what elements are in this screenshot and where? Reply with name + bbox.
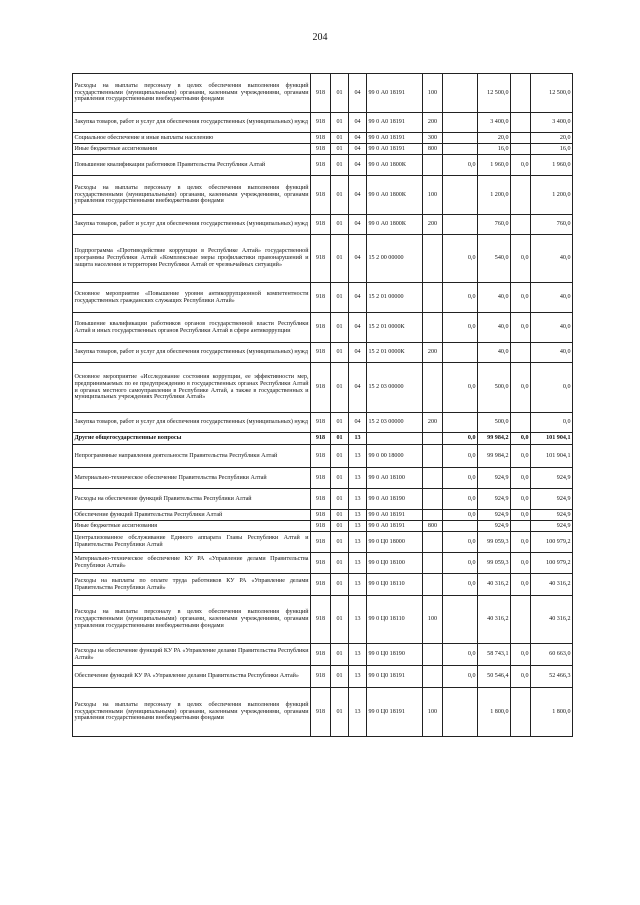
table-row	[73, 363, 573, 413]
table-row	[73, 215, 573, 235]
expense-type	[423, 433, 443, 445]
amount-col4: 1 800,0	[531, 688, 573, 737]
target-article: 99 0 А0 18191	[367, 144, 423, 155]
amount-col1	[443, 176, 478, 215]
target-article: 99 0 Ц0 18110	[367, 596, 423, 644]
amount-col2: 99 059,3	[478, 553, 511, 574]
expense-type: 800	[423, 144, 443, 155]
target-article: 15 2 03 00000	[367, 413, 423, 433]
subsection-code: 13	[349, 666, 367, 688]
expense-type	[423, 510, 443, 521]
expense-type	[423, 445, 443, 468]
amount-col3: 0,0	[511, 553, 531, 574]
amount-col3: 0,0	[511, 532, 531, 553]
table-row	[73, 596, 573, 644]
amount-col1: 0,0	[443, 155, 478, 176]
amount-col3	[511, 521, 531, 532]
amount-col4: 924,9	[531, 510, 573, 521]
ministry-code: 918	[311, 113, 331, 133]
amount-col3	[511, 215, 531, 235]
row-name: Расходы на выплаты персоналу в целях обеспечения выполнения функций государственными (муниципальными) органами, казенными учреждениями, органами управления государственными внебюджетными фондами	[73, 596, 311, 644]
subsection-code: 04	[349, 133, 367, 144]
amount-col2: 20,0	[478, 133, 511, 144]
ministry-code: 918	[311, 433, 331, 445]
ministry-code: 918	[311, 235, 331, 283]
amount-col1	[443, 113, 478, 133]
table-row	[73, 74, 573, 113]
row-name: Повышение квалификации работников Правительства Республики Алтай	[73, 155, 311, 176]
subsection-code: 04	[349, 215, 367, 235]
expense-type	[423, 363, 443, 413]
table-row	[73, 176, 573, 215]
ministry-code: 918	[311, 74, 331, 113]
amount-col1: 0,0	[443, 666, 478, 688]
subsection-code: 04	[349, 155, 367, 176]
amount-col4: 924,9	[531, 489, 573, 510]
section-code: 01	[331, 133, 349, 144]
section-code: 01	[331, 155, 349, 176]
section-code: 01	[331, 215, 349, 235]
target-article: 99 0 А0 18100	[367, 468, 423, 489]
row-name: Закупка товаров, работ и услуг для обеспечения государственных (муниципальных) нужд	[73, 113, 311, 133]
row-name: Другие общегосударственные вопросы	[73, 433, 311, 445]
subsection-code: 13	[349, 521, 367, 532]
amount-col3: 0,0	[511, 155, 531, 176]
subsection-code: 13	[349, 532, 367, 553]
amount-col1: 0,0	[443, 283, 478, 313]
target-article: 99 0 А0 18191	[367, 74, 423, 113]
amount-col2: 1 960,0	[478, 155, 511, 176]
subsection-code: 13	[349, 510, 367, 521]
expense-type: 200	[423, 215, 443, 235]
amount-col4: 16,0	[531, 144, 573, 155]
amount-col1	[443, 74, 478, 113]
row-name: Основное мероприятие «Повышение уровня антикоррупционной компетентности государственных гражданских служащих Республики Алтай»	[73, 283, 311, 313]
amount-col1	[443, 215, 478, 235]
expense-type	[423, 666, 443, 688]
expense-type: 300	[423, 133, 443, 144]
amount-col1	[443, 144, 478, 155]
amount-col2: 500,0	[478, 413, 511, 433]
subsection-code: 04	[349, 363, 367, 413]
section-code: 01	[331, 574, 349, 596]
ministry-code: 918	[311, 521, 331, 532]
subsection-code: 04	[349, 313, 367, 343]
section-code: 01	[331, 363, 349, 413]
target-article	[367, 433, 423, 445]
ministry-code: 918	[311, 283, 331, 313]
amount-col1	[443, 133, 478, 144]
ministry-code: 918	[311, 553, 331, 574]
amount-col1: 0,0	[443, 553, 478, 574]
subsection-code: 04	[349, 113, 367, 133]
amount-col2: 12 500,0	[478, 74, 511, 113]
table-row	[73, 574, 573, 596]
ministry-code: 918	[311, 176, 331, 215]
target-article: 99 0 Ц0 18191	[367, 688, 423, 737]
expense-type: 100	[423, 688, 443, 737]
section-code: 01	[331, 144, 349, 155]
amount-col3	[511, 74, 531, 113]
subsection-code: 13	[349, 433, 367, 445]
ministry-code: 918	[311, 468, 331, 489]
amount-col1: 0,0	[443, 510, 478, 521]
row-name: Расходы на обеспечение функций Правительства Республики Алтай	[73, 489, 311, 510]
amount-col2: 40 316,2	[478, 574, 511, 596]
ministry-code: 918	[311, 313, 331, 343]
amount-col2: 924,9	[478, 510, 511, 521]
amount-col4: 40 316,2	[531, 574, 573, 596]
ministry-code: 918	[311, 215, 331, 235]
amount-col2: 1 800,0	[478, 688, 511, 737]
amount-col3	[511, 413, 531, 433]
section-code: 01	[331, 313, 349, 343]
subsection-code: 13	[349, 553, 367, 574]
amount-col2: 3 400,0	[478, 113, 511, 133]
expense-type	[423, 155, 443, 176]
row-name: Централизованное обслуживание Единого аппарата Главы Республики Алтай и Правительства Республики Алтай	[73, 532, 311, 553]
amount-col1: 0,0	[443, 574, 478, 596]
expense-type: 100	[423, 596, 443, 644]
amount-col4: 20,0	[531, 133, 573, 144]
target-article: 99 0 Ц0 18100	[367, 553, 423, 574]
section-code: 01	[331, 532, 349, 553]
subsection-code: 04	[349, 176, 367, 215]
amount-col4: 1 960,0	[531, 155, 573, 176]
amount-col2: 500,0	[478, 363, 511, 413]
amount-col3: 0,0	[511, 363, 531, 413]
amount-col3: 0,0	[511, 283, 531, 313]
target-article: 99 0 А0 18191	[367, 113, 423, 133]
subsection-code: 04	[349, 283, 367, 313]
amount-col3	[511, 343, 531, 363]
amount-col1: 0,0	[443, 433, 478, 445]
subsection-code: 13	[349, 688, 367, 737]
amount-col4: 40 316,2	[531, 596, 573, 644]
section-code: 01	[331, 468, 349, 489]
amount-col3: 0,0	[511, 574, 531, 596]
amount-col3: 0,0	[511, 510, 531, 521]
expense-type	[423, 553, 443, 574]
expense-type: 100	[423, 176, 443, 215]
amount-col4: 12 500,0	[531, 74, 573, 113]
ministry-code: 918	[311, 363, 331, 413]
expense-type	[423, 489, 443, 510]
table-row	[73, 343, 573, 363]
row-name: Закупка товаров, работ и услуг для обеспечения государственных (муниципальных) нужд	[73, 413, 311, 433]
amount-col2: 40 316,2	[478, 596, 511, 644]
amount-col4: 924,9	[531, 468, 573, 489]
subsection-code: 04	[349, 144, 367, 155]
amount-col4: 760,0	[531, 215, 573, 235]
amount-col2: 40,0	[478, 313, 511, 343]
amount-col4: 60 663,0	[531, 644, 573, 666]
subsection-code: 13	[349, 489, 367, 510]
table-row	[73, 510, 573, 521]
section-code: 01	[331, 176, 349, 215]
ministry-code: 918	[311, 144, 331, 155]
target-article: 99 0 Ц0 18190	[367, 644, 423, 666]
amount-col2: 924,9	[478, 468, 511, 489]
target-article: 99 0 А0 18191	[367, 521, 423, 532]
expense-type: 200	[423, 113, 443, 133]
row-name: Основное мероприятие «Исследование состояния коррупции, ее эффективности мер, предпринимаемых по ее предупреждению в государственных органах Республики Алтай и органах местного самоуправления в Республике Алтай, а также в государственных и муниципальных учреждениях Республики Алтай»	[73, 363, 311, 413]
table-row	[73, 283, 573, 313]
table-row	[73, 532, 573, 553]
section-code: 01	[331, 433, 349, 445]
row-name: Обеспечение функций Правительства Республики Алтай	[73, 510, 311, 521]
amount-col4: 100 979,2	[531, 553, 573, 574]
expense-type: 200	[423, 343, 443, 363]
target-article: 15 2 01 0000К	[367, 343, 423, 363]
amount-col4: 100 979,2	[531, 532, 573, 553]
table-row	[73, 666, 573, 688]
amount-col1: 0,0	[443, 468, 478, 489]
amount-col2: 540,0	[478, 235, 511, 283]
amount-col3: 0,0	[511, 445, 531, 468]
amount-col2: 40,0	[478, 343, 511, 363]
row-name: Иные бюджетные ассигнования	[73, 144, 311, 155]
target-article: 99 0 А0 18190	[367, 489, 423, 510]
target-article: 99 0 А0 1800К	[367, 155, 423, 176]
expense-type: 100	[423, 74, 443, 113]
amount-col2: 99 059,3	[478, 532, 511, 553]
target-article: 15 2 00 00000	[367, 235, 423, 283]
table-row	[73, 644, 573, 666]
page-number: 204	[312, 32, 328, 43]
ministry-code: 918	[311, 510, 331, 521]
ministry-code: 918	[311, 596, 331, 644]
section-code: 01	[331, 521, 349, 532]
amount-col4: 40,0	[531, 343, 573, 363]
ministry-code: 918	[311, 666, 331, 688]
amount-col2: 99 984,2	[478, 433, 511, 445]
amount-col1	[443, 688, 478, 737]
amount-col4: 40,0	[531, 235, 573, 283]
row-name: Иные бюджетные ассигнования	[73, 521, 311, 532]
table-row	[73, 433, 573, 445]
ministry-code: 918	[311, 532, 331, 553]
table-row	[73, 235, 573, 283]
budget-table-body	[73, 74, 573, 737]
amount-col3	[511, 688, 531, 737]
amount-col1: 0,0	[443, 644, 478, 666]
section-code: 01	[331, 688, 349, 737]
target-article: 99 0 Ц0 18110	[367, 574, 423, 596]
ministry-code: 918	[311, 133, 331, 144]
table-row	[73, 313, 573, 343]
subsection-code: 04	[349, 235, 367, 283]
section-code: 01	[331, 74, 349, 113]
section-code: 01	[331, 553, 349, 574]
amount-col1	[443, 343, 478, 363]
expense-type	[423, 644, 443, 666]
amount-col4: 40,0	[531, 283, 573, 313]
amount-col2: 40,0	[478, 283, 511, 313]
amount-col2: 99 984,2	[478, 445, 511, 468]
row-name: Расходы на выплаты персоналу в целях обеспечения выполнения функций государственными (муниципальными) органами, казенными учреждениями, органами управления государственными внебюджетными фондами	[73, 688, 311, 737]
row-name: Подпрограмма «Противодействие коррупции в Республике Алтай» государственной программы Республики Алтай «Комплексные меры профилактики правонарушений и защита населения и территории Республики Алтай от чрезвычайных ситуаций»	[73, 235, 311, 283]
amount-col3: 0,0	[511, 313, 531, 343]
section-code: 01	[331, 113, 349, 133]
row-name: Материально-техническое обеспечение КУ РА «Управление делами Правительства Республики Алтай»	[73, 553, 311, 574]
amount-col4: 924,9	[531, 521, 573, 532]
table-row	[73, 133, 573, 144]
section-code: 01	[331, 489, 349, 510]
expense-type	[423, 283, 443, 313]
amount-col3: 0,0	[511, 433, 531, 445]
ministry-code: 918	[311, 574, 331, 596]
amount-col4: 0,0	[531, 413, 573, 433]
amount-col2: 924,9	[478, 521, 511, 532]
table-row	[73, 445, 573, 468]
ministry-code: 918	[311, 413, 331, 433]
expense-type: 800	[423, 521, 443, 532]
row-name: Расходы на выплаты персоналу в целях обеспечения выполнения функций государственными (муниципальными) органами, казенными учреждениями, органами управления государственными внебюджетными фондами	[73, 74, 311, 113]
amount-col1: 0,0	[443, 445, 478, 468]
amount-col2: 16,0	[478, 144, 511, 155]
row-name: Социальное обеспечение и иные выплаты населению	[73, 133, 311, 144]
target-article: 99 0 А0 18191	[367, 510, 423, 521]
row-name: Расходы на выплаты по оплате труда работников КУ РА «Управление делами Правительства Республики Алтай»	[73, 574, 311, 596]
amount-col4: 101 904,1	[531, 433, 573, 445]
row-name: Расходы на выплаты персоналу в целях обеспечения выполнения функций государственными (муниципальными) органами, казенными учреждениями, органами управления государственными внебюджетными фондами	[73, 176, 311, 215]
section-code: 01	[331, 283, 349, 313]
amount-col2: 924,9	[478, 489, 511, 510]
ministry-code: 918	[311, 343, 331, 363]
amount-col3: 0,0	[511, 489, 531, 510]
ministry-code: 918	[311, 445, 331, 468]
amount-col3: 0,0	[511, 468, 531, 489]
section-code: 01	[331, 666, 349, 688]
subsection-code: 04	[349, 343, 367, 363]
ministry-code: 918	[311, 644, 331, 666]
section-code: 01	[331, 413, 349, 433]
amount-col1	[443, 413, 478, 433]
amount-col4: 40,0	[531, 313, 573, 343]
target-article: 99 0 А0 1800К	[367, 215, 423, 235]
amount-col4: 1 200,0	[531, 176, 573, 215]
table-row	[73, 144, 573, 155]
subsection-code: 13	[349, 445, 367, 468]
table-row	[73, 155, 573, 176]
expense-type: 200	[423, 413, 443, 433]
ministry-code: 918	[311, 688, 331, 737]
amount-col3: 0,0	[511, 666, 531, 688]
amount-col3	[511, 596, 531, 644]
amount-col2: 50 546,4	[478, 666, 511, 688]
section-code: 01	[331, 445, 349, 468]
row-name: Материально-техническое обеспечение Правительства Республики Алтай	[73, 468, 311, 489]
row-name: Повышение квалификации работников органов государственной власти Республики Алтай и иных государственных органов Республики Алтай в сфере антикоррупции	[73, 313, 311, 343]
table-row	[73, 688, 573, 737]
amount-col1: 0,0	[443, 532, 478, 553]
amount-col2: 58 743,1	[478, 644, 511, 666]
ministry-code: 918	[311, 489, 331, 510]
amount-col4: 0,0	[531, 363, 573, 413]
target-article: 99 0 Ц0 18191	[367, 666, 423, 688]
amount-col3: 0,0	[511, 644, 531, 666]
expense-type	[423, 468, 443, 489]
section-code: 01	[331, 343, 349, 363]
subsection-code: 04	[349, 413, 367, 433]
row-name: Закупка товаров, работ и услуг для обеспечения государственных (муниципальных) нужд	[73, 343, 311, 363]
row-name: Обеспечение функций КУ РА «Управление делами Правительства Республики Алтай»	[73, 666, 311, 688]
ministry-code: 918	[311, 155, 331, 176]
section-code: 01	[331, 596, 349, 644]
amount-col1: 0,0	[443, 489, 478, 510]
expense-type	[423, 532, 443, 553]
row-name: Непрограммные направления деятельности Правительства Республики Алтай	[73, 445, 311, 468]
amount-col1: 0,0	[443, 313, 478, 343]
table-row	[73, 489, 573, 510]
section-code: 01	[331, 235, 349, 283]
expense-type	[423, 235, 443, 283]
target-article: 15 2 03 00000	[367, 363, 423, 413]
target-article: 99 0 А0 1800К	[367, 176, 423, 215]
amount-col3	[511, 176, 531, 215]
amount-col4: 101 904,1	[531, 445, 573, 468]
amount-col1: 0,0	[443, 235, 478, 283]
subsection-code: 13	[349, 468, 367, 489]
table-row	[73, 113, 573, 133]
expense-type	[423, 574, 443, 596]
row-name: Закупка товаров, работ и услуг для обеспечения государственных (муниципальных) нужд	[73, 215, 311, 235]
target-article: 99 0 А0 18191	[367, 133, 423, 144]
budget-table	[72, 73, 573, 737]
subsection-code: 13	[349, 596, 367, 644]
amount-col3	[511, 133, 531, 144]
amount-col3: 0,0	[511, 235, 531, 283]
target-article: 99 0 Ц0 18000	[367, 532, 423, 553]
amount-col3	[511, 144, 531, 155]
target-article: 15 2 01 0000К	[367, 313, 423, 343]
amount-col1	[443, 596, 478, 644]
table-row	[73, 413, 573, 433]
table-row	[73, 553, 573, 574]
amount-col4: 52 466,3	[531, 666, 573, 688]
subsection-code: 13	[349, 644, 367, 666]
section-code: 01	[331, 644, 349, 666]
subsection-code: 13	[349, 574, 367, 596]
table-row	[73, 521, 573, 532]
amount-col4: 3 400,0	[531, 113, 573, 133]
section-code: 01	[331, 510, 349, 521]
amount-col1: 0,0	[443, 363, 478, 413]
amount-col3	[511, 113, 531, 133]
expense-type	[423, 313, 443, 343]
target-article: 15 2 01 00000	[367, 283, 423, 313]
amount-col2: 1 200,0	[478, 176, 511, 215]
amount-col2: 760,0	[478, 215, 511, 235]
table-row	[73, 468, 573, 489]
target-article: 99 0 00 18000	[367, 445, 423, 468]
amount-col1	[443, 521, 478, 532]
row-name: Расходы на обеспечение функций КУ РА «Управление делами Правительства Республики Алтай»	[73, 644, 311, 666]
subsection-code: 04	[349, 74, 367, 113]
